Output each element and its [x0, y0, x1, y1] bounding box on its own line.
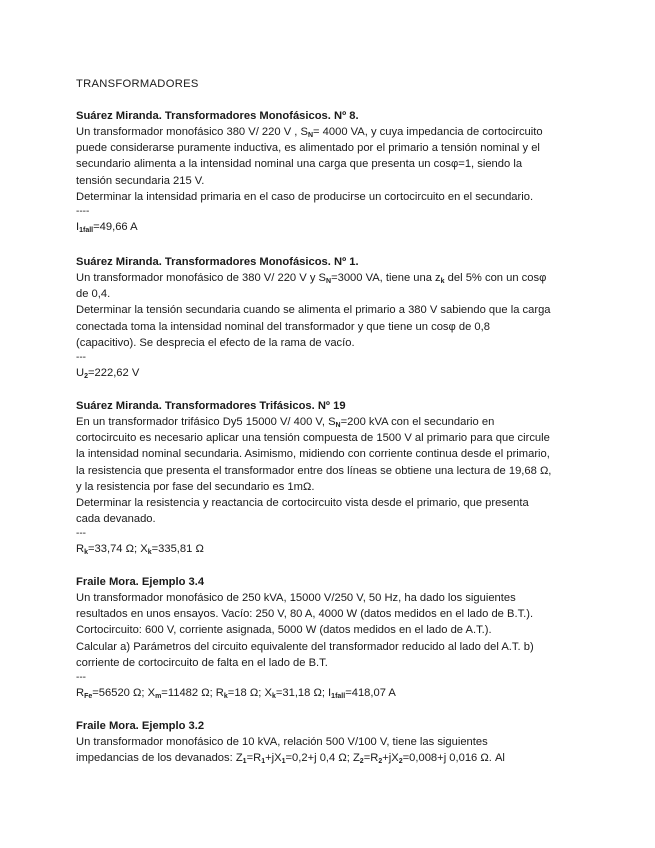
text-line: Cortocircuito: 600 V, corriente asignada, 5000 W (datos medidos en el lado de A.T.). [76, 624, 492, 637]
problem-section [76, 254, 596, 381]
problem-section [76, 574, 596, 701]
text-line: de 0,4. [76, 288, 111, 301]
text-line: tensión secundaria 215 V. [76, 174, 205, 187]
text-line: secundario alimenta a la intensidad nominal una carga que presenta un cosφ=1, siendo la [76, 158, 523, 171]
problem-title: Fraile Mora. Ejemplo 3.4 [76, 576, 205, 588]
document-title: TRANSFORMADORES [76, 78, 199, 90]
problem-title: Suárez Miranda. Transformadores Monofásicos. Nº 1. [76, 256, 359, 268]
text-line: la intensidad nominal secundaria. Asimismo, midiendo con corriente continua desde el primario, [76, 448, 550, 461]
text-line: Determinar la tensión secundaria cuando se alimenta el primario a 380 V sabiendo que la carga [76, 304, 551, 317]
text-line: Calcular a) Parámetros del circuito equivalente del transformador reducido al lado del A.T. b) [76, 640, 534, 653]
text-line: y la resistencia por fase del secundario es 1mΩ. [76, 480, 315, 493]
problem-section [76, 108, 596, 235]
problem-title: Suárez Miranda. Transformadores Monofásicos. Nº 8. [76, 110, 359, 122]
text-line: impedancias de los devanados: $Z_1=R_1+jX_1=0,2+j$ 0,4 Ω; $Z_2=R_2+jX_2=0,008+j$ 0,016 Ω. Al [76, 752, 505, 766]
text-line: Un transformador monofásico 380 V/ 220 V , $S_N= 4000$ VA, y cuya impedancia de cortocircuito [76, 126, 543, 139]
separator: --- [76, 672, 86, 684]
text-line: puede considerarse puramente inductiva, es alimentado por el primario a tensión nominal y el [76, 142, 540, 155]
text-line: corriente de cortocircuito de falta en el lado de B.T. [76, 656, 328, 669]
text-line: En un transformador trifásico Dy5 15000 V/ 400 V, $S_N=200$ kVA con el secundario en [76, 416, 495, 429]
text-line: Un transformador monofásico de 250 kVA, 15000 V/250 V, 50 Hz, ha dado los siguientes [76, 592, 516, 604]
problem-title: Fraile Mora. Ejemplo 3.2 [76, 720, 205, 732]
text-line: conectada toma la intensidad nominal del transformador y que tiene un cosφ de 0,8 [76, 320, 490, 333]
answer-line: $R_{Fe}=56520$ Ω; $X_m=11482$ Ω; $R_k=18$ Ω; $X_k=31,18$ Ω; $I_{1fall}=418,07$ A [76, 687, 396, 701]
text-line: la resistencia que presenta el transformador entre dos líneas se obtiene una lectura de 19,68 Ω, [76, 464, 552, 477]
problem-title: Suárez Miranda. Transformadores Trifásicos. Nº 19 [76, 400, 346, 412]
separator: ---- [76, 206, 90, 218]
answer-line: $I_{1fall}=49,66$ A [76, 221, 138, 235]
text-line: cada devanado. [76, 513, 156, 526]
answer-line: $R_k=33,74$ Ω; $X_k=335,81$ Ω [76, 543, 204, 557]
text-line: Un transformador monofásico de 10 kVA, relación 500 V/100 V, tiene las siguientes [76, 736, 488, 748]
text-line: (capacitivo). Se desprecia el efecto de la rama de vacío. [76, 336, 355, 349]
text-line: resultados en unos ensayos. Vacío: 250 V, 80 A, 4000 W (datos medidos en el lado de B.T.). [76, 608, 534, 621]
separator: --- [76, 528, 86, 540]
problem-section [76, 398, 596, 557]
text-line: cortocircuito es necesario aplicar una tensión compuesta de 1500 V al primario para que circule [76, 432, 550, 445]
answer-line: $U_2=222,62$ V [76, 367, 140, 381]
text-line: Determinar la resistencia y reactancia de cortocircuito vista desde el primario, que presenta [76, 497, 529, 510]
problem-section [76, 718, 596, 766]
separator: --- [76, 352, 86, 364]
text-line: Un transformador monofásico de 380 V/ 220 V y $S_N=3000$ VA, tiene una $z_k$ del 5% con un cosφ [76, 272, 547, 285]
text-line: Determinar la intensidad primaria en el caso de producirse un cortocircuito en el secundario. [76, 190, 534, 203]
